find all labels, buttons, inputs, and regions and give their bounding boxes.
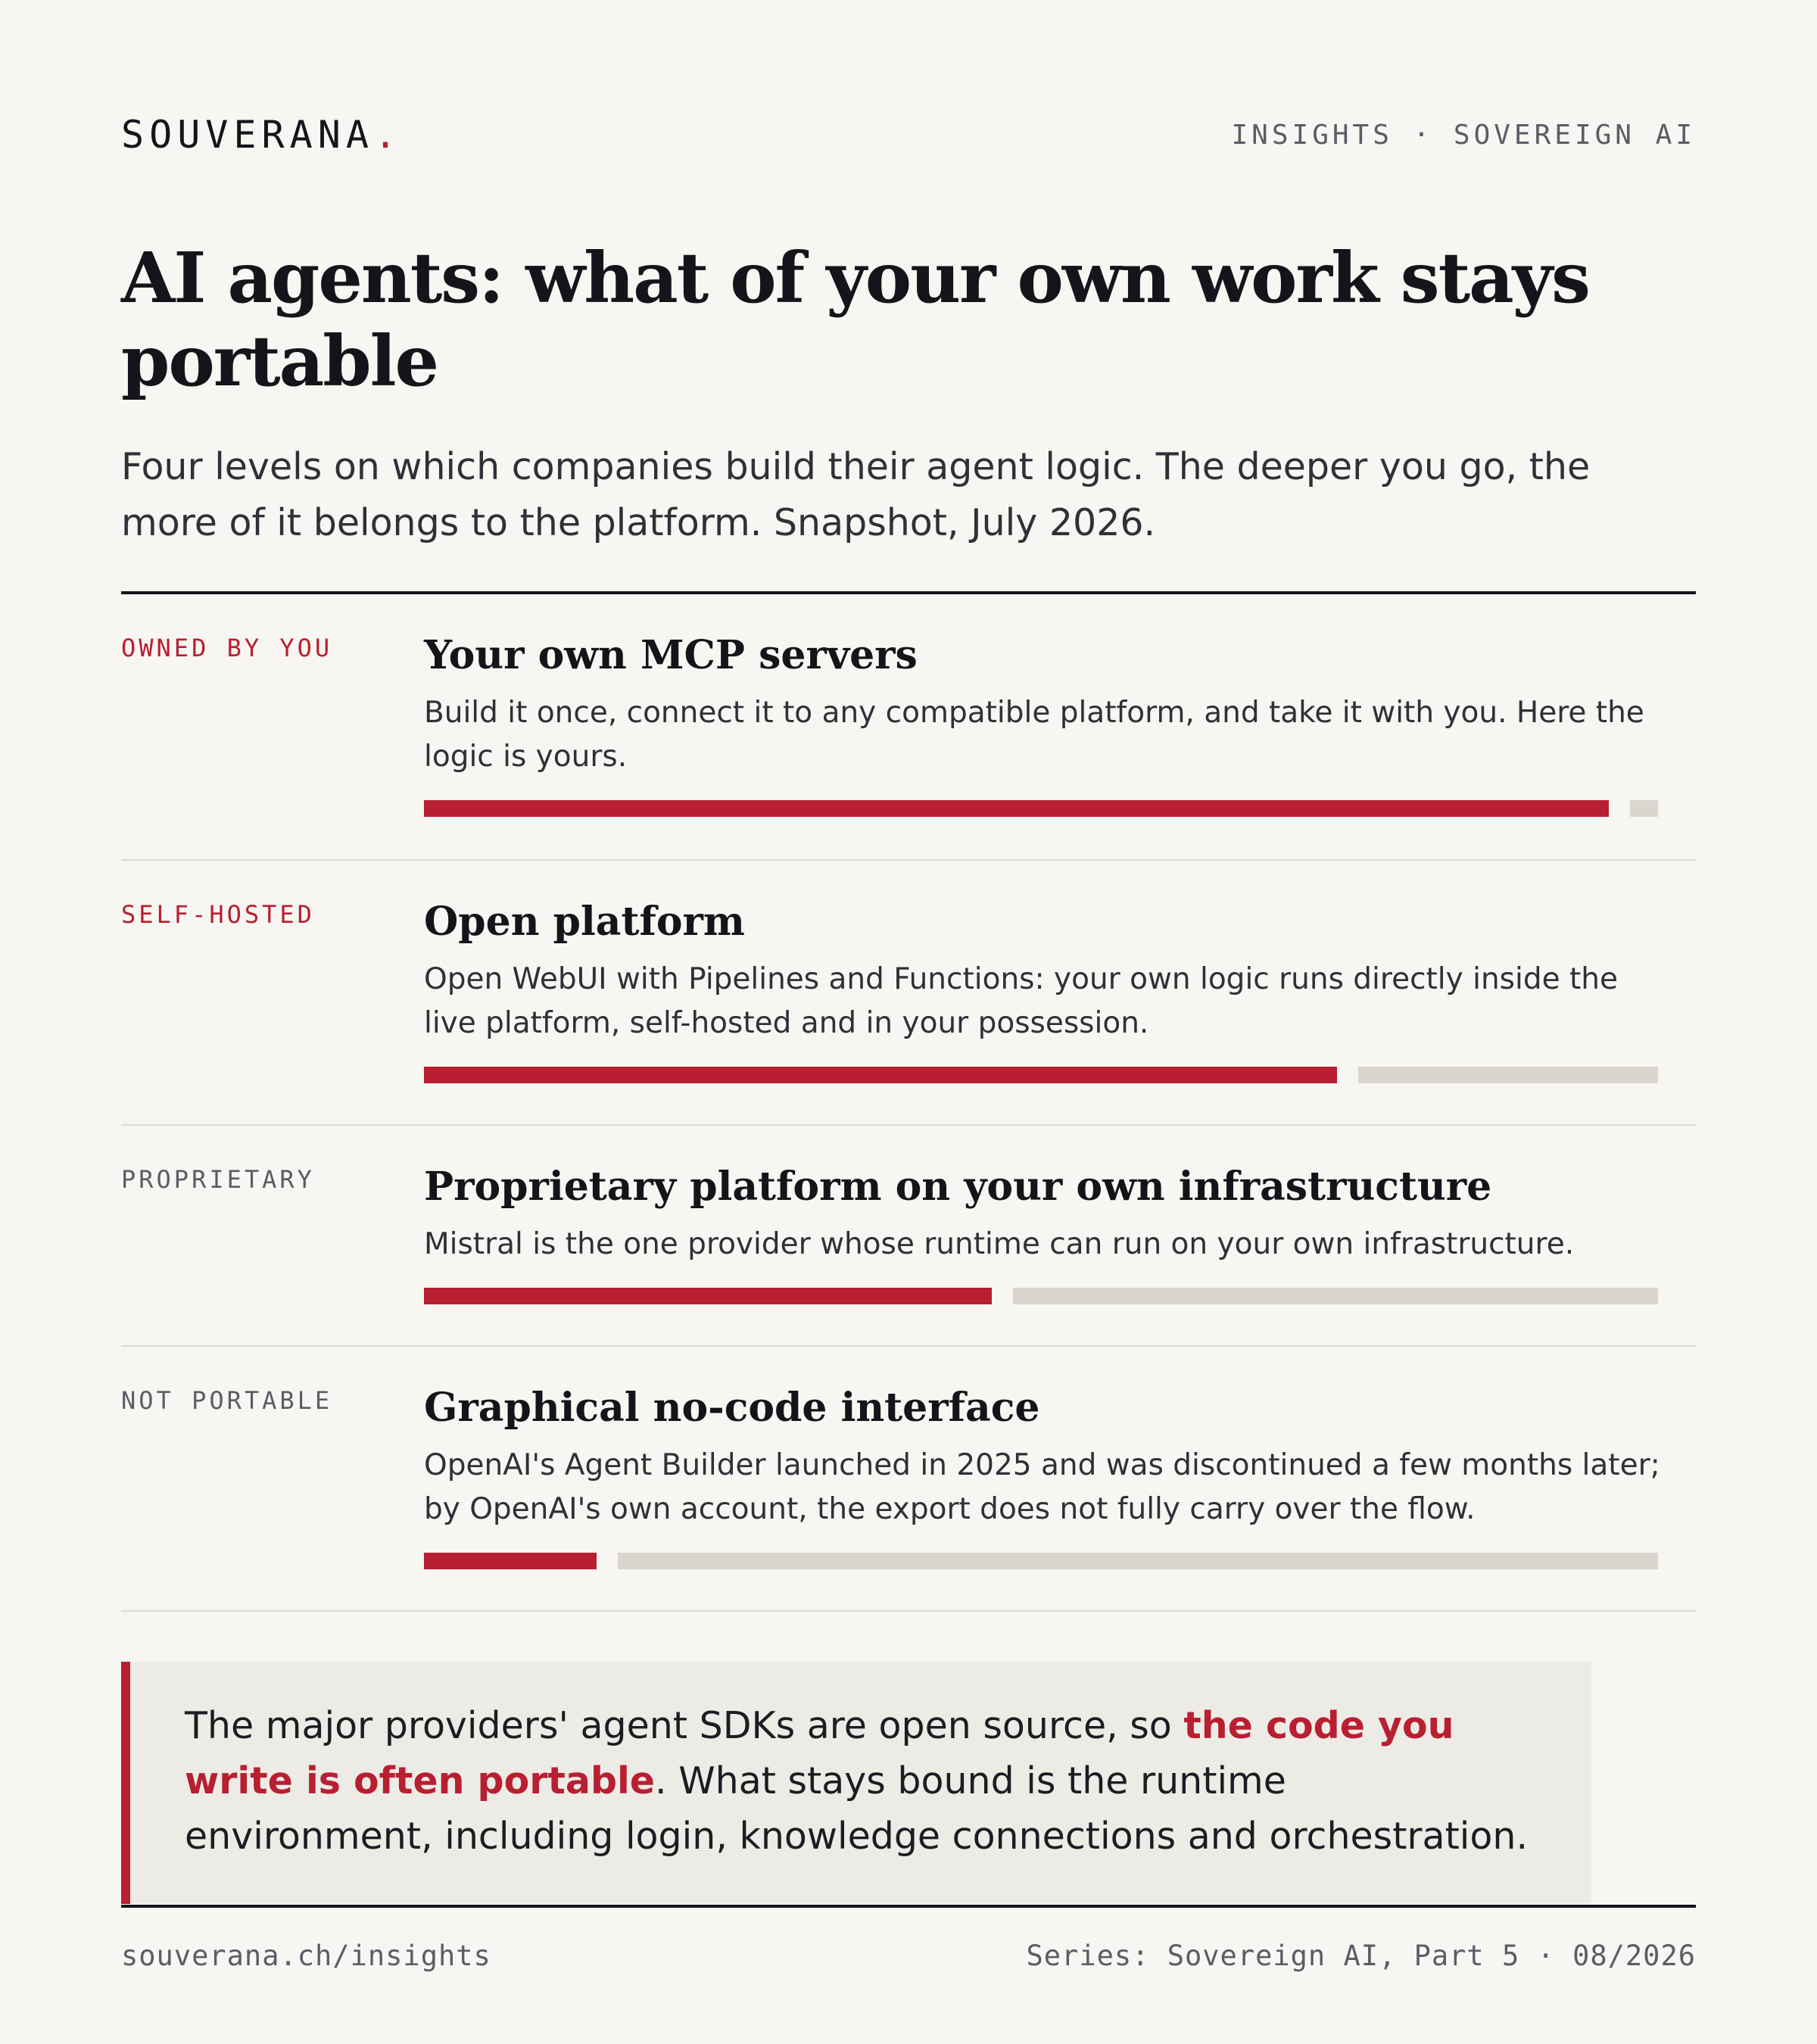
portability-bar: [424, 1553, 1658, 1569]
level-row-not-portable: [121, 1347, 1696, 1612]
level-title: Open platform: [424, 899, 745, 945]
brand-dot: .: [373, 113, 403, 157]
level-row-self-hosted: [121, 861, 1696, 1126]
level-title: Your own MCP servers: [424, 632, 918, 678]
brand-logo[interactable]: [121, 113, 402, 157]
portability-bar-rest: [1358, 1067, 1658, 1083]
portability-bar: [424, 1288, 1658, 1304]
page-subtitle: Four levels on which companies build their agent logic. The deeper you go, the more of it belongs to the platform. Snapshot, July 2026.: [121, 445, 1591, 544]
callout-emphasis: the code you write is often portable: [185, 1704, 1454, 1803]
portability-bar-fill: [424, 1067, 1337, 1083]
level-row-owned: [121, 594, 1696, 861]
level-description: Open WebUI with Pipelines and Functions: your own logic runs directly inside the live platform, self-hosted and in your possession.: [424, 962, 1618, 1040]
level-tag: NOT PORTABLE: [121, 1386, 333, 1415]
footer-series: Series: Sovereign AI, Part 5 · 08/2026: [1026, 1940, 1696, 1972]
portability-bar-fill: [424, 1553, 597, 1569]
callout-box: [121, 1662, 1591, 1904]
level-tag: SELF-HOSTED: [121, 900, 315, 929]
portability-bar-rest: [1630, 800, 1658, 817]
section-label: INSIGHTS · SOVEREIGN AI: [1231, 119, 1696, 151]
level-description: Mistral is the one provider whose runtime can run on your own infrastructure.: [424, 1227, 1575, 1261]
portability-bar-fill: [424, 1288, 992, 1304]
level-tag: PROPRIETARY: [121, 1165, 315, 1194]
page-title: AI agents: what of your own work stays portable: [121, 237, 1589, 402]
callout-text: The major providers' agent SDKs are open source, so: [185, 1704, 1184, 1747]
footer: [121, 1940, 1696, 1972]
header: [121, 112, 1696, 157]
level-body: [424, 1164, 1696, 1304]
bottom-divider: [121, 1905, 1696, 1908]
portability-bar: [424, 1067, 1658, 1083]
level-body: [424, 899, 1696, 1083]
level-title: Proprietary platform on your own infrastructure: [424, 1164, 1492, 1210]
footer-url[interactable]: souverana.ch/insights: [121, 1940, 491, 1972]
level-description: OpenAI's Agent Builder launched in 2025 and was discontinued a few months later; by OpenAI's own account, the export does not fully carry over the flow.: [424, 1448, 1660, 1526]
level-body: [424, 632, 1696, 817]
portability-bar-fill: [424, 800, 1609, 817]
callout-text-end: . What stays bound is the runtime environment, including login, knowledge connections and orchestration.: [185, 1759, 1529, 1858]
brand-name: SOUVERANA: [121, 113, 374, 157]
portability-bar: [424, 800, 1658, 817]
level-row-proprietary: [121, 1126, 1696, 1347]
level-body: [424, 1385, 1696, 1569]
portability-bar-rest: [1013, 1288, 1658, 1304]
portability-bar-rest: [618, 1553, 1658, 1569]
level-description: Build it once, connect it to any compatible platform, and take it with you. Here the logic is yours.: [424, 696, 1644, 774]
level-title: Graphical no-code interface: [424, 1385, 1040, 1431]
level-tag: OWNED BY YOU: [121, 634, 333, 662]
